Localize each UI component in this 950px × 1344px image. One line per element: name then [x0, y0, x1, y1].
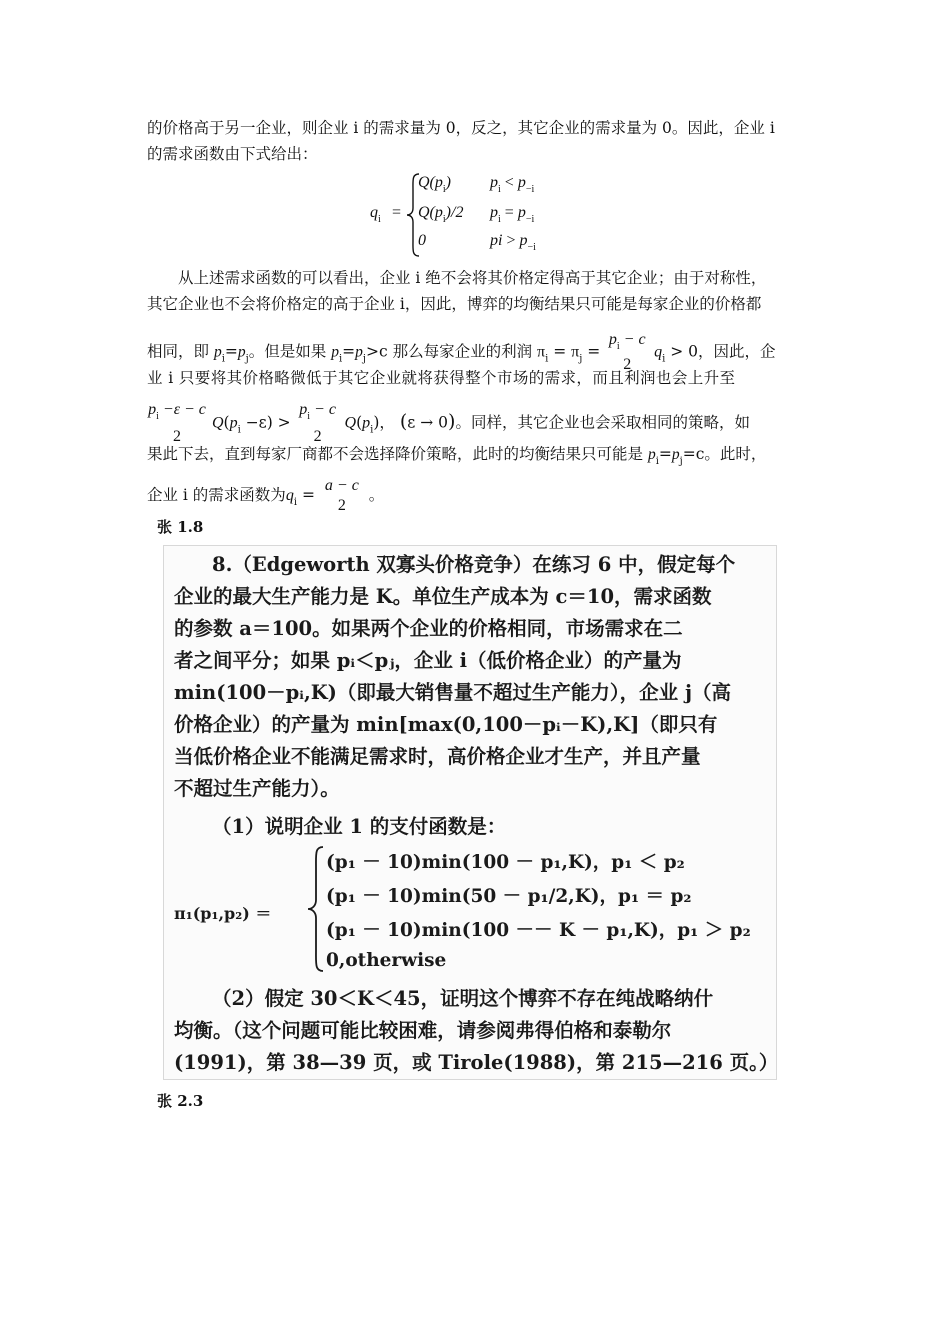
paragraph-line: 其它企业也不会将价格定的高于企业 i，因此，博弈的均衡结果只可能是每家企业的价格都: [147, 295, 762, 313]
scan-text-line: min(100－pᵢ,K)（即最大销售量不超过生产能力），企业 j（高: [174, 681, 732, 704]
payoff-lhs: π₁(p₁,p₂) ＝: [174, 904, 272, 923]
figure-label: 张 1.8: [157, 518, 204, 536]
equation-equals: =: [392, 204, 402, 221]
scan-text-line: 8.（Edgeworth 双寡头价格竞争）在练习 6 中，假定每个: [212, 553, 736, 576]
scan-text-line: （2）假定 30＜K＜45，证明这个博弈不存在纯战略纳什: [212, 987, 714, 1010]
payoff-case: 0,otherwise: [326, 950, 447, 971]
equation-lhs-subscript: i: [378, 214, 381, 225]
scanned-exercise-image: [163, 545, 777, 1080]
payoff-case: (p₁ － 10)min(100 － p₁,K)，p₁ ＜ p₂: [326, 852, 685, 873]
scan-text-line: (1991)，第 38—39 页，或 Tirole(1988)，第 215—216 页。）: [174, 1051, 779, 1074]
scan-text-line: 的参数 a＝100。如果两个企业的价格相同，市场需求在二: [174, 617, 683, 640]
paragraph-line-with-math: 果此下去，直到每家厂商都不会选择降价策略，此时的均衡结果只可能是 $p_i=p_j=c$。此时，: [147, 445, 767, 467]
scan-text-line: 不超过生产能力）。: [174, 777, 340, 800]
scan-text-line: 者之间平分；如果 pᵢ＜pⱼ，企业 i（低价格企业）的产量为: [174, 649, 682, 672]
paragraph-line-with-math: 相同，即 $p_i=p_j$。但是如果 $p_i=p_j>c$ 那么每家企业的利润 $\pi_i = \pi_j$ = $p_i - c$ 2 $q_i > 0$，因此，企: [147, 331, 776, 373]
paragraph-line: 的价格高于另一企业，则企业 i 的需求量为 0，反之，其它企业的需求量为 0。因此，企业 i: [147, 119, 775, 137]
paragraph-line-with-math: 企业 i 的需求函数为$q_i$ = a − c 2 。: [147, 477, 385, 514]
demand-function-equation: [370, 168, 570, 263]
case-row: $Q(p_i)/2$ $p_i = p_{-i}$: [418, 204, 535, 225]
left-brace: [306, 844, 326, 974]
scan-text-line: （1）说明企业 1 的支付函数是：: [212, 815, 507, 838]
paragraph-line: 的需求函数由下式给出：: [147, 145, 318, 163]
paragraph-line: 从上述需求函数的可以看出，企业 i 绝不会将其价格定得高于其它企业；由于对称性，: [178, 269, 767, 287]
scan-text-line: 企业的最大生产能力是 K。单位生产成本为 c＝10，需求函数: [174, 585, 712, 608]
case-row: 0 pi > $p_{-i}$: [418, 232, 536, 253]
figure-label: 张 2.3: [157, 1092, 204, 1110]
scan-text-line: 当低价格企业不能满足需求时，高价格企业才生产，并且产量: [174, 745, 701, 768]
payoff-case: (p₁ － 10)min(100 －－ K － p₁,K)，p₁ ＞ p₂: [326, 920, 751, 941]
equation-lhs: q: [370, 204, 378, 221]
scan-text-line: 价格企业）的产量为 min[max(0,100－pᵢ－K),K]（即只有: [174, 713, 718, 736]
scan-text-line: 均衡。（这个问题可能比较困难，请参阅弗得伯格和泰勒尔: [174, 1019, 672, 1042]
paragraph-line-with-math: $p_i -\varepsilon - c$ 2 $Q(p_i -\varepsilon)$ > $p_i - c$ 2 $Q(p_i)$， (ε → 0)。同样，其它企业也会采取相同的策略，如: [148, 401, 750, 445]
case-row: $Q(p_i)$ $p_i < p_{-i}$: [418, 174, 535, 195]
payoff-case: (p₁ － 10)min(50 － p₁/2,K)，p₁ ＝ p₂: [326, 886, 692, 907]
paragraph-line: 业 i 只要将其价格略微低于其它企业就将获得整个市场的需求，而且利润也会上升至: [147, 369, 736, 387]
